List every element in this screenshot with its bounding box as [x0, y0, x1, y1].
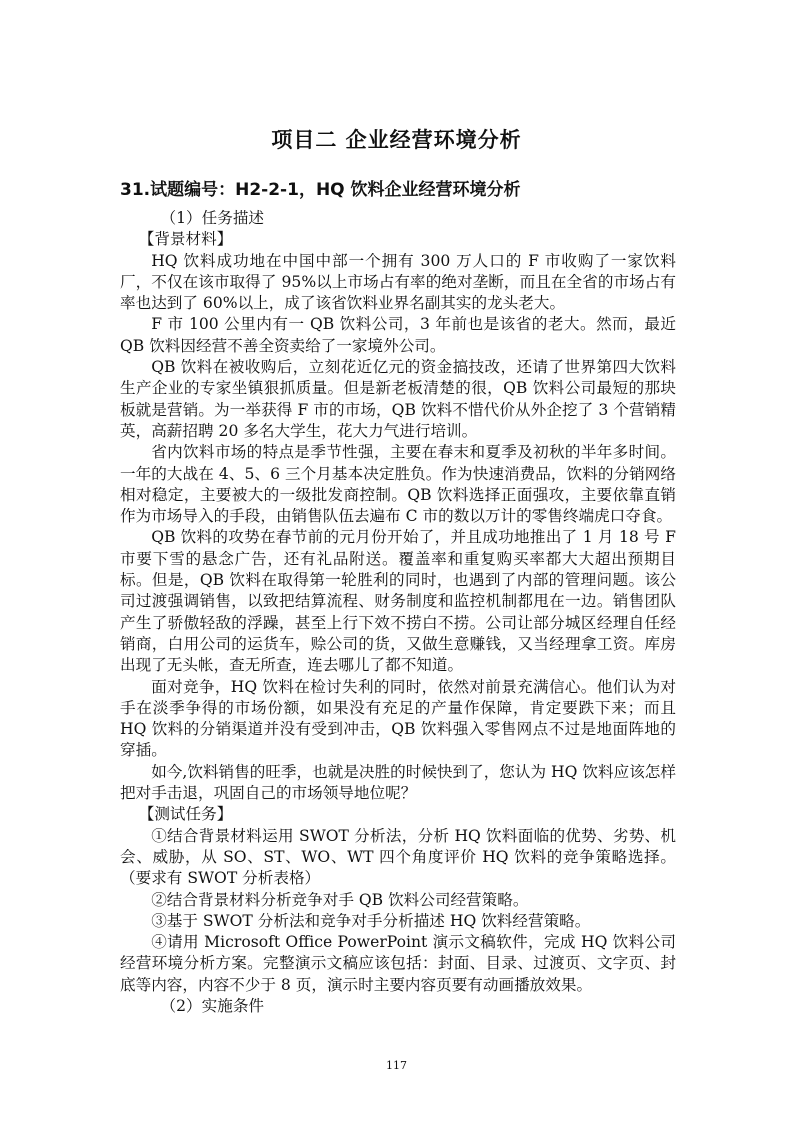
question-heading: 31.试题编号：H2-2-1，HQ 饮料企业经营环境分析: [120, 180, 521, 200]
paragraph: ①结合背景材料运用 SWOT 分析法，分析 HQ 饮料面临的优势、劣势、机会、威胁，从 SO、ST、WO、WT 四个角度评价 HQ 饮料的竞争策略选择。（要求有 SWOT 分析表格）: [120, 826, 676, 888]
chapter-title: 项目二 企业经营环境分析: [271, 128, 522, 152]
paragraph: ③基于 SWOT 分析法和竞争对手分析描述 HQ 饮料经营策略。: [151, 911, 591, 930]
paragraph: F 市 100 公里内有一 QB 饮料公司，3 年前也是该省的老大。然而，最近 QB 饮料因经营不善全资卖给了一家境外公司。: [120, 315, 676, 355]
page-number: 117: [386, 1059, 407, 1072]
paragraph: QB 饮料的攻势在春节前的元月份开始了，并且成功地推出了 1 月 18 号 F 市要下雪的悬念广告，还有礼品附送。覆盖率和重复购买率都大大超出预期目标。但是，QB 饮料在取得第一轮胜利的同时，也遇到了内部的管理问题。该公司过渡强调销售，以致把结算流程、财务制度和监控机制都甩在一边。销售团队产生了骄傲轻敌的浮躁，甚至上行下效不捞白不捞。公司让部分城区经理自任经销商，白用公司的运货车，赊公司的货，又做生意赚钱，又当经理拿工资。库房出现了无头帐，查无所查，连去哪儿了都不知道。: [120, 528, 676, 675]
body-text: [120, 208, 676, 1017]
paragraph: 省内饮料市场的特点是季节性强，主要在春末和夏季及初秋的半年多时间。一年的大战在 4、5、6 三个月基本决定胜负。作为快速消费品，饮料的分销网络相对稳定，主要被大的一级批发商控制。QB 饮料选择正面强攻，主要依靠直销作为市场导入的手段，由销售队伍去遍布 C 市的数以万计的零售终端虎口夺食。: [120, 443, 676, 526]
paragraph: ②结合背景材料分析竞争对手 QB 饮料公司经营策略。: [151, 890, 529, 909]
paragraph: 【背景材料】: [138, 230, 233, 249]
paragraph: HQ 饮料成功地在中国中部一个拥有 300 万人口的 F 市收购了一家饮料厂，不仅在该市取得了 95%以上市场占有率的绝对垄断，而且在全省的市场占有率也达到了 60%以上，成了该省饮料业界名副其实的龙头老大。: [120, 251, 676, 313]
paragraph: QB 饮料在被收购后，立刻花近亿元的资金搞技改，还请了世界第四大饮料生产企业的专家坐镇狠抓质量。但是新老板清楚的很，QB 饮料公司最短的那块板就是营销。为一举获得 F 市的市场，QB 饮料不惜代价从外企挖了 3 个营销精英，高薪招聘 20 多名大学生，花大力气进行培训。: [120, 358, 676, 440]
paragraph: 如今,饮料销售的旺季，也就是决胜的时候快到了，您认为 HQ 饮料应该怎样把对手击退，巩固自己的市场领导地位呢？: [120, 762, 676, 803]
paragraph: 面对竞争，HQ 饮料在检讨失利的同时，依然对前景充满信心。他们认为对手在淡季争得的市场份额，如果没有充足的产量作保障，肯定要跌下来；而且 HQ 饮料的分销渠道并没有受到冲击，QB 饮料强入零售网点不过是地面阵地的穿插。: [120, 677, 676, 760]
paragraph: （1）任务描述: [160, 209, 265, 227]
paragraph: ④请用 Microsoft Office PowerPoint 演示文稿软件，完成 HQ 饮料公司经营环境分析方案。完整演示文稿应该包括：封面、目录、过渡页、文字页、封底等内容，内容不少于 8 页，演示时主要内容页要有动画播放效果。: [120, 933, 676, 994]
paragraph: 【测试任务】: [138, 805, 233, 824]
paragraph: （2）实施条件: [160, 996, 265, 1015]
